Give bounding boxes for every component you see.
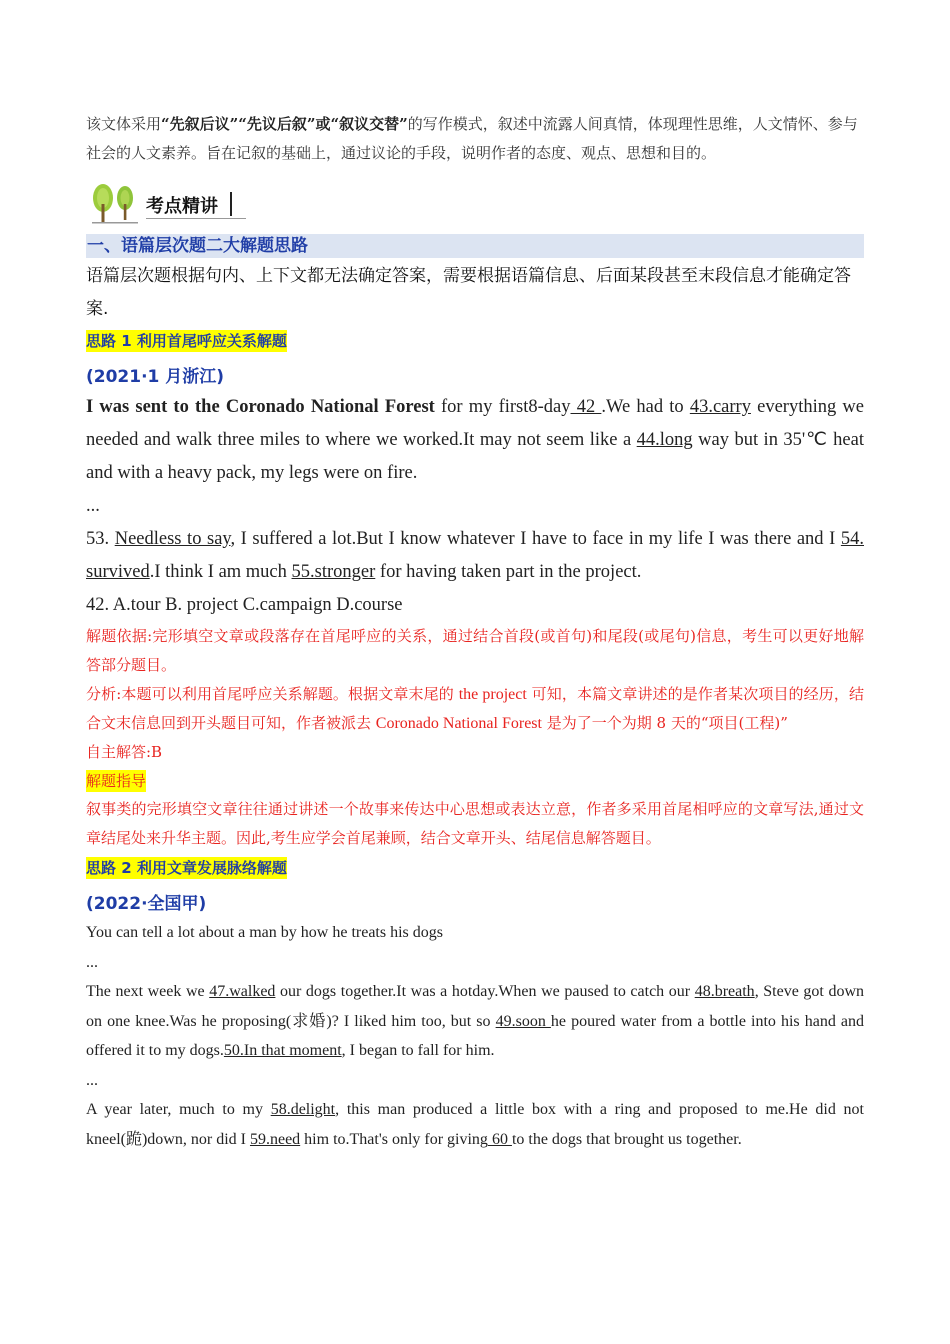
analysis-en: Coronado National Forest <box>375 715 542 732</box>
intro-text-cont: 的写作模式，叙述中流露人间真情，体现理性思维，人文情怀、参与社会的人文素养。旨在记叙的基础上，通过议论的手段，说明作者的态度、观点、思想和目的。 <box>86 115 858 162</box>
question-options: 42. A.tour B. project C.campaign D.course <box>86 595 403 615</box>
idea2-title: 思路 2 利用文章发展脉络解题 <box>86 859 287 877</box>
passage-text: , this man produced a little box with a ring and proposed to me.He did not kneel(跪)down, nor did I <box>86 1101 865 1148</box>
idea2-source: (2022·全国甲) <box>86 894 207 914</box>
passage-text: The next week we <box>86 983 210 1000</box>
idea1-passage-para1 <box>86 391 864 490</box>
guide-label: 解题指导 <box>86 772 147 790</box>
badge-underline <box>146 218 246 219</box>
passage-bold: I was sent to the Coronado National Forest <box>86 397 435 417</box>
analysis-text: 分析:本题可以利用首尾呼应关系解题。根据文章末尾的 <box>86 685 459 703</box>
blank-53: Needless to say <box>114 529 231 549</box>
passage-text: our dogs together.It was a hotday.When we paused to catch our <box>275 983 695 1000</box>
passage-text: , Steve got down on one knee.Was he proposing(求婚)? I liked him too, but so <box>86 983 865 1030</box>
passage-text: .I think I am much <box>149 562 292 582</box>
lead-paragraph: 语篇层次题根据句内、上下文都无法确定答案，需要根据语篇信息、后面某段甚至末段信息才能确定答案. <box>86 266 851 319</box>
blank-49: 49.soon <box>495 1012 551 1030</box>
document-page <box>86 110 864 1154</box>
blank-54: 54. survived <box>86 529 864 582</box>
passage-text: to the dogs that brought us together. <box>511 1130 742 1148</box>
blank-44: 44.long <box>636 430 693 450</box>
idea1-source: (2021·1 月浙江) <box>86 367 225 387</box>
idea2-line1: You can tell a lot about a man by how he treats his dogs <box>86 924 443 941</box>
idea2-passage-para1 <box>86 977 864 1066</box>
analysis-text: 是为了一个为期 8 天的“项目(工程)” <box>541 714 788 732</box>
passage-text: him to.That's only for giving <box>300 1130 488 1148</box>
intro-bold: “先叙后议”“先议后叙”或“叙议交替” <box>161 115 408 133</box>
passage-text: A year later, much to my <box>86 1101 271 1118</box>
passage-text: for having taken part in the project. <box>375 562 642 582</box>
blank-43: 43.carry <box>689 397 751 417</box>
idea1-title: 思路 1 利用首尾呼应关系解题 <box>86 332 287 350</box>
solution-basis: 解题依据:完形填空文章或段落存在首尾呼应的关系，通过结合首段(或首句)和尾段(或尾句)信息，考生可以更好地解答部分题目。 <box>86 627 864 674</box>
blank-59: 59.need <box>249 1130 301 1148</box>
intro-text: 该文体采用 <box>86 115 162 133</box>
badge-cursor-bar <box>230 192 232 216</box>
analysis-paragraph <box>86 680 864 738</box>
blank-42: 42 <box>570 397 602 417</box>
ellipsis: ... <box>86 1071 98 1089</box>
passage-text: he poured water from a bottle into his hand and offered it to my dogs. <box>86 1012 864 1059</box>
badge-title: 考点精讲 <box>146 196 218 217</box>
passage-text: , I began to fall for him. <box>341 1042 495 1059</box>
idea2-passage-para2 <box>86 1095 864 1154</box>
passage-text: .We had to <box>601 397 690 417</box>
analysis-en: the project <box>458 686 527 703</box>
blank-58: 58.delight <box>270 1101 336 1118</box>
passage-text: 53. <box>86 529 115 549</box>
passage-text: for my first8-day <box>434 397 571 417</box>
passage-text: , I suffered a lot.But I know whatever I have to face in my life I was there and I <box>230 529 841 549</box>
blank-48: 48.breath <box>694 983 755 1000</box>
blank-50: 50.In that moment <box>223 1042 342 1059</box>
blank-47: 47.walked <box>209 983 276 1000</box>
blank-55: 55.stronger <box>291 562 376 582</box>
guide-paragraph: 叙事类的完形填空文章往往通过讲述一个故事来传达中心思想或表达立意，作者多采用首尾相呼应的文章写法,通过文章结尾处来升华主题。因此,考生应学会首尾兼顾，结合文章开头、结尾信息解答题目。 <box>86 800 864 847</box>
tree-icon <box>88 178 144 226</box>
intro-paragraph <box>86 110 864 168</box>
section-badge <box>88 178 864 226</box>
analysis-text: 可知，本篇文章讲述的是作者某次项目的经历，结合文末信息回到开头题目可知，作者被派去 <box>86 685 865 732</box>
answer-line: 自主解答:B <box>86 743 163 761</box>
section-title: 一、语篇层次题二大解题思路 <box>86 234 864 258</box>
passage-text: everything we needed and walk three miles to where we worked.It may not seem like a <box>86 397 864 450</box>
ellipsis: ... <box>86 496 100 516</box>
blank-60: 60 <box>487 1130 512 1148</box>
idea1-passage-para2 <box>86 523 864 589</box>
ellipsis: ... <box>86 953 98 971</box>
passage-text: way but in 35'℃ heat and with a heavy pack, my legs were on fire. <box>86 430 864 483</box>
